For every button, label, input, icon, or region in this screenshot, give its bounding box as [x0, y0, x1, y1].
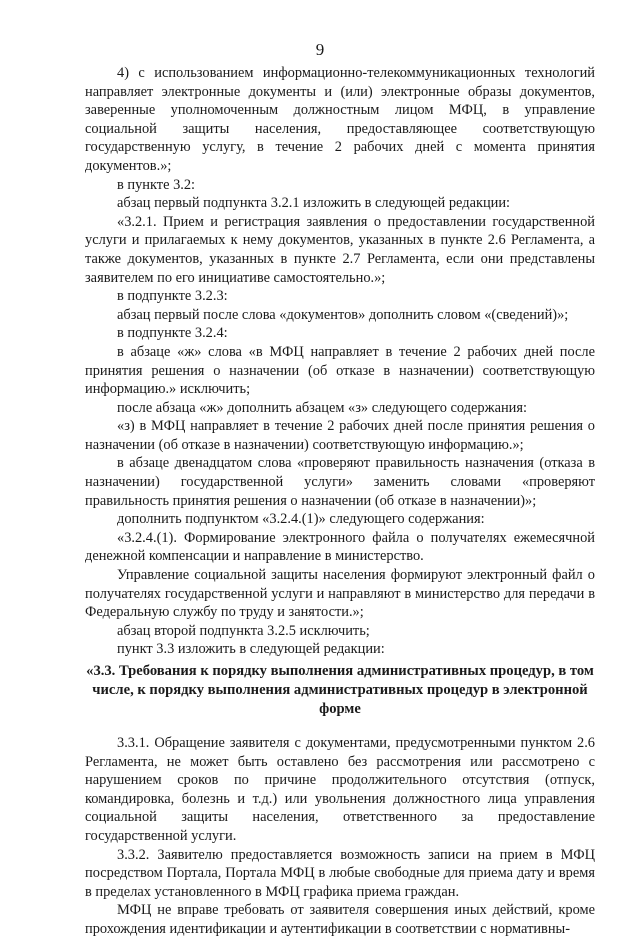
paragraph: дополнить подпунктом «3.2.4.(1)» следующего содержания: [117, 511, 485, 528]
paragraph: МФЦ не вправе требовать от заявителя совершения иных действий, кроме прохождения идентификации и аутентификации в соответствии с нормативны- [85, 902, 595, 937]
paragraph: пункт 3.3 изложить в следующей редакции: [117, 641, 385, 658]
paragraph: после абзаца «ж» дополнить абзацем «з» следующего содержания: [117, 399, 527, 416]
paragraph: в подпункте 3.2.4: [117, 325, 228, 342]
paragraph: Управление социальной защиты населения формируют электронный файл о получателях государственной услуги и направляют в министерство для передачи в Федеральную службу по труду и занятости.»; [85, 567, 595, 621]
document-body [85, 64, 595, 939]
paragraph: в абзаце «ж» слова «в МФЦ направляет в течение 2 рабочих дней после принятия решения о назначении (об отказе в назначении) соответствующую информацию.» исключить; [85, 343, 595, 398]
paragraph: «з) в МФЦ направляет в течение 2 рабочих дней после принятия решения о назначении (об отказе в назначении) соответствующую информацию.»; [85, 418, 595, 453]
paragraph: абзац второй подпункта 3.2.5 исключить; [117, 622, 370, 639]
section-heading: «3.3. Требования к порядку выполнения административных процедур, в том числе, к порядку выполнения административных процедур в электронной форме [86, 663, 594, 717]
paragraph: в подпункте 3.2.3: [117, 288, 228, 305]
paragraph: 4) с использованием информационно-телекоммуникационных технологий направляет электронные документы и (или) электронные образы документов, заверенные уполномоченным должностным лицом МФЦ, в управление социальной защиты населения, предоставляющее соответствующую государственную услугу, в течение 2 рабочих дней с момента принятия документов.»; [85, 65, 595, 174]
page-number: 9 [315, 40, 325, 59]
paragraph: в пункте 3.2: [117, 176, 196, 193]
paragraph: «3.2.1. Прием и регистрация заявления о предоставлении государственной услуги и прилагаемых к нему документов, указанных в пункте 2.6 Регламента, а также документов, указанных в пункте 2.7 Регламента, если они представлены заявителем по его инициативе самостоятельно.»; [85, 213, 595, 286]
paragraph: в абзаце двенадцатом слова «проверяют правильность назначения (отказа в назначении) государственной услуги» заменить словами «проверяют правильность принятия решения о назначении (об отказе в назначении)»; [85, 455, 595, 509]
paragraph: абзац первый подпункта 3.2.1 изложить в следующей редакции: [117, 195, 511, 212]
paragraph: «3.2.4.(1). Формирование электронного файла о получателях ежемесячной денежной компенсации и направление в министерство. [85, 529, 595, 565]
paragraph: 3.3.1. Обращение заявителя с документами, предусмотренными пунктом 2.6 Регламента, не может быть оставлено без рассмотрения или рассмотрено с нарушением сроков по причине продолжительного отсутствия (отпуск, командировка, болезнь и т.д.) или увольнения должностного лица управления социальной защиты населения, ответственного за предоставление государственной услуги. [85, 735, 595, 844]
paragraph: абзац первый после слова «документов» дополнить словом «(сведений)»; [117, 306, 569, 323]
paragraph: 3.3.2. Заявителю предоставляется возможность записи на прием в МФЦ посредством Портала, Портала МФЦ в любые свободные для приема дату и время в пределах установленного в МФЦ графика приема граждан. [85, 846, 595, 900]
